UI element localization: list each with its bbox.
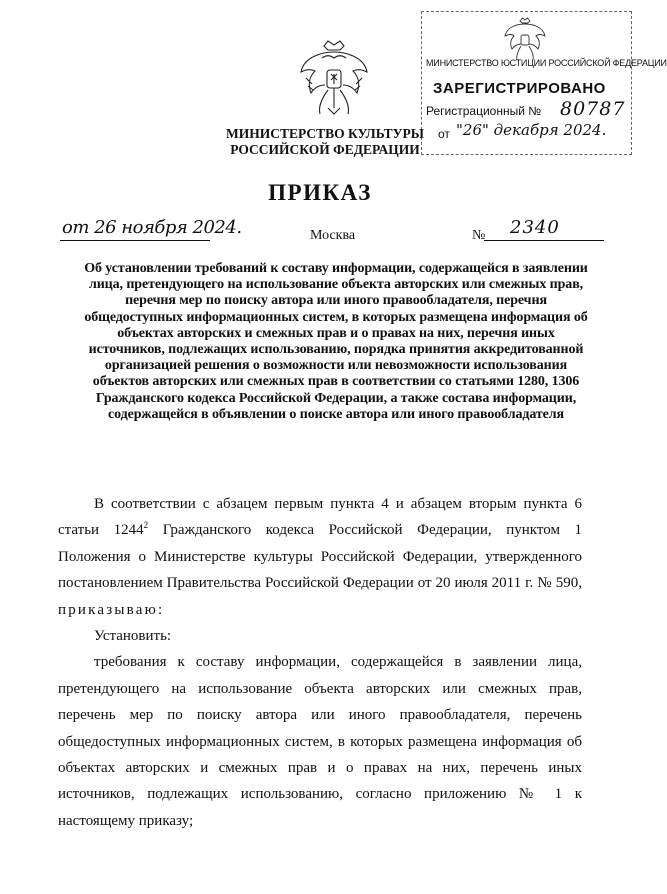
number-underline xyxy=(484,240,604,241)
stamp-registration-date: "26" декабря 2024. xyxy=(456,121,607,139)
ministry-line-1: МИНИСТЕРСТВО КУЛЬТУРЫ xyxy=(225,126,425,141)
order-heading: Об установлении требований к составу информации, содержащейся в заявлении лица, претендующего на использование объекта авторских или смежных прав, перечня мер по поиску автора или иного правообладателя, перечня общедоступных информационных систем, в которых размещена информация об объектах авторских и смежных прав и о правах на них, перечня иных источников, подлежащих использованию, порядка принятия аккредитованной организацией решения о возможности или невозможности использования объектов авторских или смежных прав в соответствии со статьями 1280, 1306 Гражданского кодекса Российской Федерации, а также состава информации, содержащейся в объявлении о поиске автора или иного правообладателя xyxy=(84,261,588,422)
paragraph-3: требования к составу информации, содержащейся в заявлении лица, претендующего на использование объекта авторских или смежных прав, перечень мер по поиску автора или иного правообладателя, перечень общедоступных информационных систем, в которых размещена информация об объектах авторских и смежных прав и о правах на них, перечень иных источников, подлежащих использованию, согласно приложению № 1 к настоящему приказу; xyxy=(58,654,582,829)
paragraph-1 xyxy=(58,491,582,623)
stamp-eagle-emblem-icon xyxy=(503,16,547,62)
paragraph-1-part-b: Гражданского кодекса Российской Федерации, пунктом 1 Положения о Министерстве культуры Российской Федерации, утвержденного постановлением Правительства Российской Федерации от 20 июля 2011 г. № 590, xyxy=(58,522,582,592)
ministry-name xyxy=(210,126,440,158)
order-date: от 26 ноября 2024. xyxy=(62,217,242,238)
paragraph-2: Установить: xyxy=(94,628,172,645)
order-number: 2340 xyxy=(510,217,560,238)
stamp-from-label: от xyxy=(438,127,450,141)
article-superscript: 2 xyxy=(143,520,149,531)
russian-eagle-emblem-icon xyxy=(298,38,370,120)
stamp-ministry-name: МИНИСТЕРСТВО ЮСТИЦИИ РОССИЙСКОЙ ФЕДЕРАЦИИ xyxy=(426,58,667,68)
city: Москва xyxy=(310,228,356,243)
stamp-registration-number: 80787 xyxy=(560,98,626,120)
document-title: ПРИКАЗ xyxy=(268,180,372,205)
stamp-registered-label: ЗАРЕГИСТРИРОВАНО xyxy=(433,80,606,97)
date-underline xyxy=(60,240,210,241)
order-word: приказываю: xyxy=(58,601,165,618)
ministry-line-2: РОССИЙСКОЙ ФЕДЕРАЦИИ xyxy=(230,142,420,157)
stamp-registration-label: Регистрационный № xyxy=(426,104,542,118)
order-body xyxy=(58,491,582,834)
number-sign: № xyxy=(472,228,486,243)
paragraph-1-part-a: В соответствии с абзацем первым пункта 4 и абзацем вторым пункта 6 статьи 1244 xyxy=(58,496,582,539)
